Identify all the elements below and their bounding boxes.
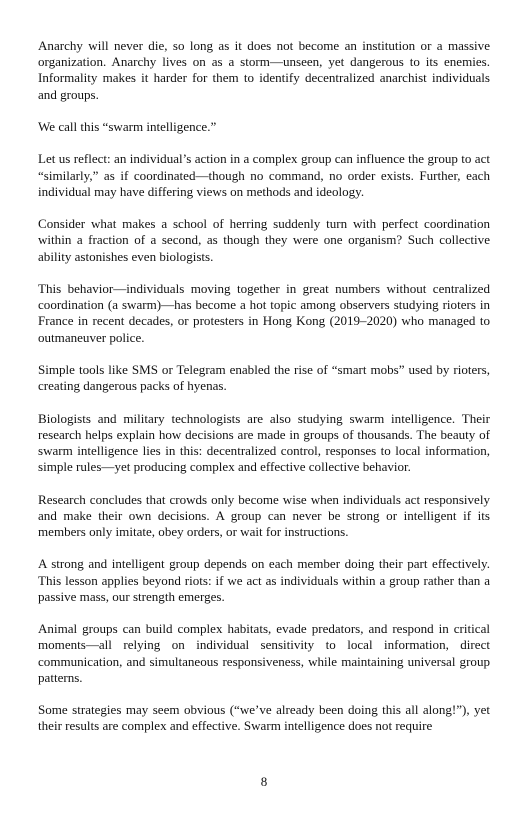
paragraph: Biologists and military technologists are also studying swarm intelligence. Their research helps explain how decisions are made in groups of thousands. The beauty of swarm intelligence lies in this: decentralized control, responses to local information, simple rules—yet producing complex and effective collective behavior. bbox=[38, 410, 490, 475]
paragraph: Research concludes that crowds only become wise when individuals act responsively and make their own decisions. A group can never be strong or intelligent if its members only imitate, obey orders, or wait for instructions. bbox=[38, 491, 490, 539]
paragraph: A strong and intelligent group depends on each member doing their part effectively. This lesson applies beyond riots: if we act as individuals within a group rather than a passive mass, our strength emerges. bbox=[38, 556, 490, 604]
paragraph: Let us reflect: an individual’s action in a complex group can influence the group to act “similarly,” as if coordinated—though no command, no order exists. Further, each individual may have differing views on methods and ideology. bbox=[38, 151, 490, 199]
page-body bbox=[38, 38, 490, 751]
paragraph: This behavior—individuals moving together in great numbers without centralized coordination (a swarm)—has become a hot topic among observers studying rioters in France in recent decades, or protesters in Hong Kong (2019–2020) who managed to outmaneuver police. bbox=[38, 280, 490, 345]
paragraph: Anarchy will never die, so long as it does not become an institution or a massive organization. Anarchy lives on as a storm—unseen, yet dangerous to its enemies. Informality makes it harder for them to identify decentralized anarchist individuals and groups. bbox=[38, 38, 490, 102]
paragraph: Animal groups can build complex habitats, evade predators, and respond in critical moments—all relying on individual sensitivity to local information, direct communication, and simultaneous responsiveness, while maintaining universal group patterns. bbox=[38, 621, 490, 685]
paragraph: We call this “swarm intelligence.” bbox=[38, 119, 217, 134]
page-number: 8 bbox=[260, 774, 268, 789]
paragraph: Some strategies may seem obvious (“we’ve already been doing this all along!”), yet their results are complex and effective. Swarm intelligence does not require bbox=[38, 702, 490, 734]
paragraph: Consider what makes a school of herring suddenly turn with perfect coordination within a fraction of a second, as though they were one organism? Such collective ability astonishes even biologists. bbox=[38, 216, 490, 264]
paragraph: Simple tools like SMS or Telegram enabled the rise of “smart mobs” used by rioters, creating dangerous packs of hyenas. bbox=[38, 361, 490, 394]
